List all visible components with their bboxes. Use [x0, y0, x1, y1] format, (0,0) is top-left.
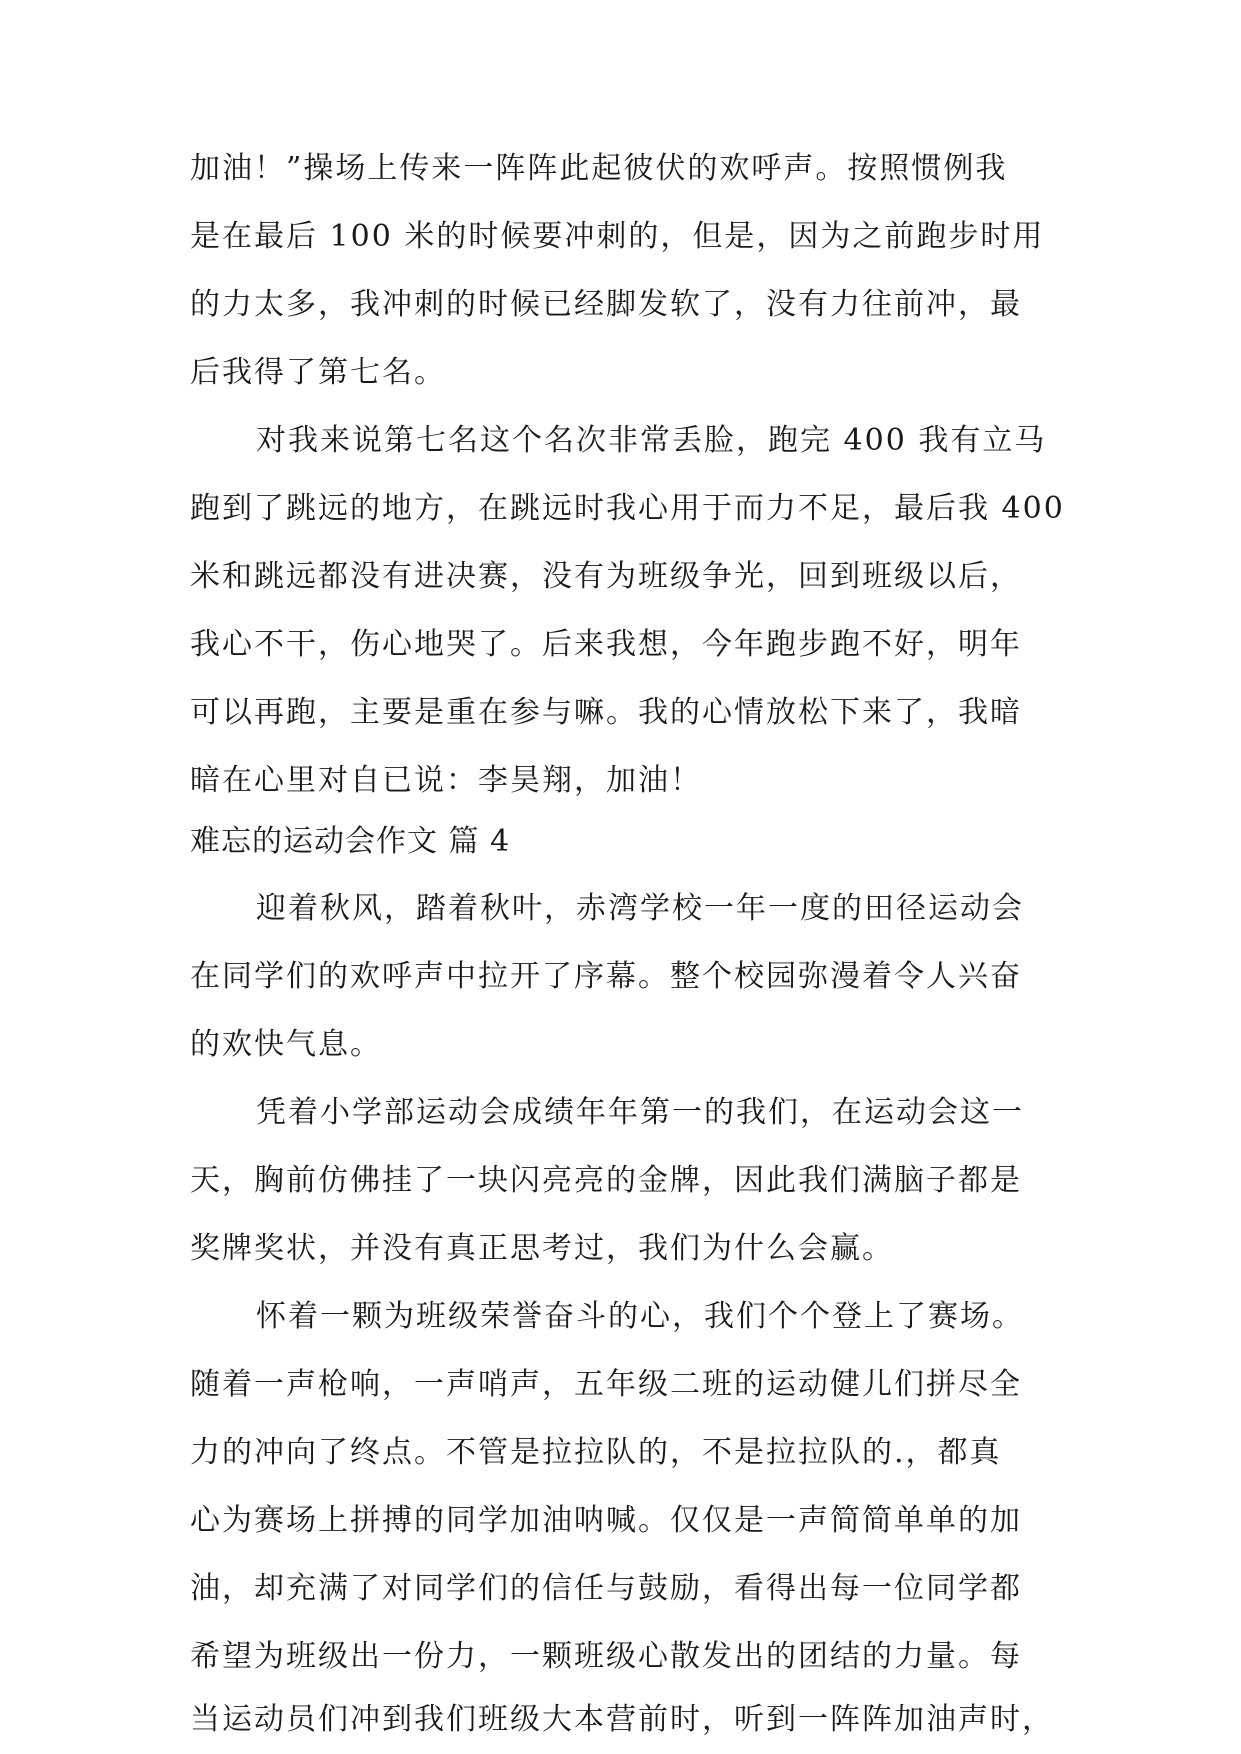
- paragraph-first-line: 迎着秋风，踏着秋叶，赤湾学校一年一度的田径运动会: [256, 891, 1024, 926]
- text-line: 在同学们的欢呼声中拉开了序幕。整个校园弥漫着令人兴奋: [190, 959, 1022, 994]
- text-line: 后我得了第七名。: [190, 355, 446, 390]
- paragraph-first-line: 对我来说第七名这个名次非常丢脸，跑完 400 我有立马: [256, 423, 1047, 458]
- paragraph-first-line: 凭着小学部运动会成绩年年第一的我们，在运动会这一: [256, 1095, 1024, 1130]
- text-line: 油，却充满了对同学们的信任与鼓励，看得出每一位同学都: [190, 1571, 1022, 1606]
- text-line: 的力太多，我冲刺的时候已经脚发软了，没有力往前冲，最: [190, 287, 1022, 322]
- text-line: 力的冲向了终点。不管是拉拉队的，不是拉拉队的.，都真: [190, 1435, 1002, 1470]
- text-line: 加油！”操场上传来一阵阵此起彼伏的欢呼声。按照惯例我: [190, 151, 1008, 186]
- text-line: 可以再跑，主要是重在参与嘛。我的心情放松下来了，我暗: [190, 695, 1022, 730]
- text-line: 随着一声枪响，一声哨声，五年级二班的运动健儿们拼尽全: [190, 1367, 1022, 1402]
- text-line: 是在最后 100 米的时候要冲刺的，但是，因为之前跑步时用: [190, 219, 1045, 254]
- text-line: 当运动员们冲到我们班级大本营前时，听到一阵阵加油声时，: [190, 1702, 1054, 1737]
- text-line: 的欢快气息。: [190, 1027, 382, 1062]
- text-line: 米和跳远都没有进决赛，没有为班级争光，回到班级以后，: [190, 559, 1022, 594]
- text-line: 奖牌奖状，并没有真正思考过，我们为什么会赢。: [190, 1231, 894, 1266]
- text-line: 希望为班级出一份力，一颗班级心散发出的团结的力量。每: [190, 1639, 1022, 1674]
- text-line: 天，胸前仿佛挂了一块闪亮亮的金牌，因此我们满脑子都是: [190, 1163, 1022, 1198]
- text-line: 心为赛场上拼搏的同学加油呐喊。仅仅是一声简简单单的加: [190, 1503, 1022, 1538]
- text-line: 暗在心里对自已说：李昊翔，加油！: [190, 763, 702, 798]
- paragraph-first-line: 怀着一颗为班级荣誉奋斗的心，我们个个登上了赛场。: [256, 1299, 1024, 1334]
- section-heading: 难忘的运动会作文 篇 4: [190, 824, 511, 859]
- text-line: 跑到了跳远的地方，在跳远时我心用于而力不足，最后我 400: [190, 491, 1065, 526]
- text-line: 我心不干，伤心地哭了。后来我想，今年跑步跑不好，明年: [190, 627, 1022, 662]
